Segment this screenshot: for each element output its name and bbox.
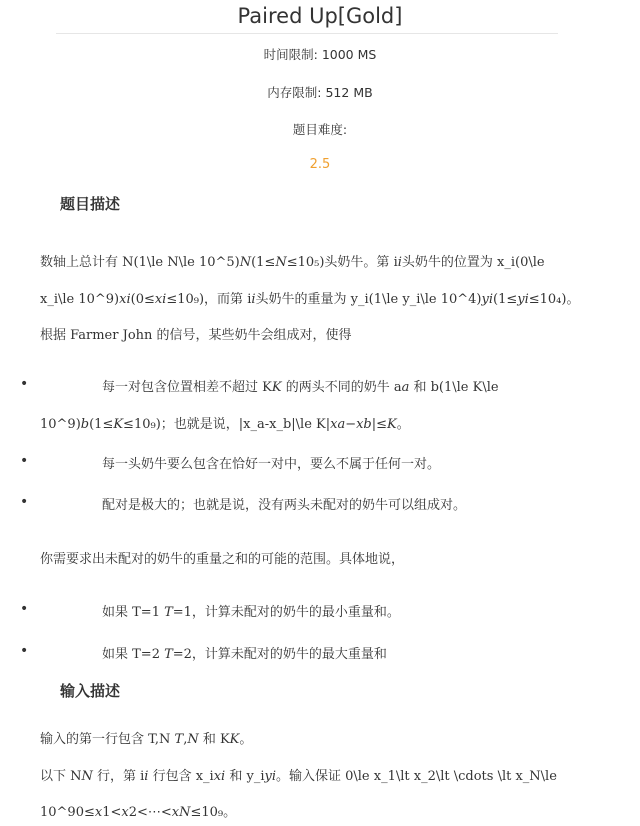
description-line-1: 数轴上总计有 N(1\le N\le 10^5)𝑁(1≤𝑁≤10₅)头奶牛。第 i𝑖头奶牛的位置为 x_i(0\le: [40, 255, 545, 270]
bullet-icon: •: [20, 376, 29, 392]
page-title: Paired Up[Gold]: [237, 4, 403, 28]
time-limit: 时间限制: 1000 MS: [263, 47, 377, 62]
description-line-3: 根据 Farmer John 的信号，某些奶牛会组成对，使得: [40, 328, 352, 343]
description-heading: 题目描述: [60, 195, 121, 213]
description-line-2: x_i\le 10^9)𝑥𝑖(0≤𝑥𝑖≤10₉)，而第 i𝑖头奶牛的重量为 y_i(1\le y_i\le 10^4)𝑦𝑖(1≤𝑦𝑖≤10₄)。: [40, 292, 580, 307]
input-line-1: 输入的第一行包含 T,N 𝑇,𝑁 和 K𝐾。: [40, 732, 253, 747]
difficulty-value: 2.5: [309, 157, 331, 172]
bullet-icon: •: [20, 643, 29, 659]
input-heading: 输入描述: [60, 682, 121, 700]
list-item-text: 如果 T=2 𝑇=2，计算未配对的奶牛的最大重量和: [102, 647, 387, 662]
bullet-icon: •: [20, 494, 29, 510]
memory-limit: 内存限制: 512 MB: [267, 85, 373, 100]
list-item-text: 每一对包含位置相差不超过 K𝐾 的两头不同的奶牛 a𝑎 和 b(1\le K\le: [102, 380, 499, 395]
bullet-icon: •: [20, 601, 29, 617]
difficulty-label: 题目难度:: [292, 122, 348, 137]
list-item-text: 如果 T=1 𝑇=1，计算未配对的奶牛的最小重量和。: [102, 605, 400, 620]
list-item-text: 配对是极大的；也就是说，没有两头未配对的奶牛可以组成对。: [102, 498, 467, 513]
list-item-text: 每一头奶牛要么包含在恰好一对中，要么不属于任何一对。: [102, 457, 441, 472]
list-item-text-continued: 10^9)𝑏(1≤𝐾≤10₉)；也就是说，|x_a-x_b|\le K|𝑥𝑎−𝑥𝑏|≤𝐾。: [40, 417, 410, 432]
bullet-icon: •: [20, 453, 29, 469]
title-divider: [56, 33, 558, 34]
input-line-3: 10^90≤𝑥1<𝑥2<⋯<𝑥𝑁≤10₉。: [40, 805, 237, 820]
input-line-2: 以下 N𝑁 行，第 i𝑖 行包含 x_i𝑥𝑖 和 y_i𝑦𝑖。输入保证 0\le x_1\lt x_2\lt \cdots \lt x_N\le: [40, 769, 557, 784]
description-line-4: 你需要求出未配对的奶牛的重量之和的可能的范围。具体地说，: [40, 552, 405, 567]
